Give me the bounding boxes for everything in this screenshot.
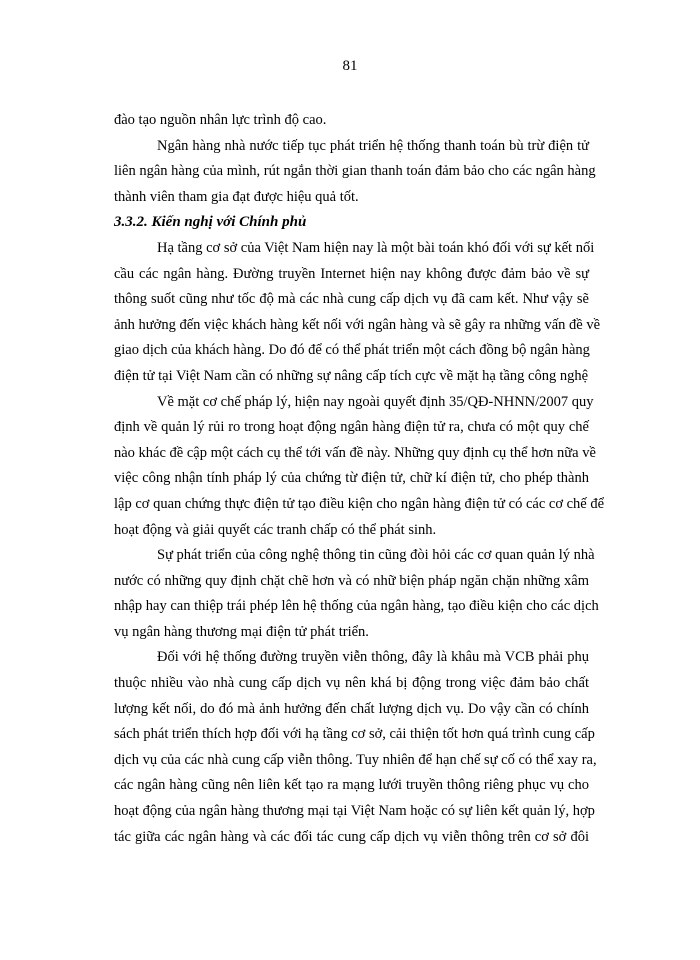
- paragraph-5: [114, 543, 599, 645]
- text-line: Sự phát triển của công nghệ thông tin cũng đòi hỏi các cơ quan quản lý nhà: [157, 547, 595, 564]
- text-line: giao dịch của khách hàng. Do đó để có thể phát triển một cách đồng bộ ngân hàng: [114, 342, 590, 359]
- text-line: hoạt động của ngân hàng thương mại tại Việt Nam hoặc có sự liên kết quản lý, hợp: [114, 803, 595, 820]
- text-line: việc công nhận tính pháp lý của chứng từ điện tử, chữ kí điện tử, cho phép thành: [114, 470, 589, 487]
- body-text: [114, 108, 605, 850]
- text-line: tác giữa các ngân hàng và các đối tác cung cấp dịch vụ viễn thông trên cơ sở đôi: [114, 828, 589, 845]
- text-line: cầu các ngân hàng. Đường truyền Internet hiện nay không được đảm bảo về sự: [114, 265, 589, 282]
- text-line: đào tạo nguồn nhân lực trình độ cao.: [114, 112, 327, 128]
- text-line: lượng kết nối, do đó mà ảnh hưởng đến chất lượng dịch vụ. Do vậy cần có chính: [114, 700, 589, 717]
- section-heading-text: 3.3.2. Kiến nghị với Chính phủ: [114, 214, 307, 231]
- text-line: điện tử tại Việt Nam cần có những sự nâng cấp tích cực về mặt hạ tầng công nghệ: [114, 367, 589, 384]
- text-line: nhập hay can thiệp trái phép lên hệ thống của ngân hàng, tạo điều kiện cho các dịch: [114, 598, 599, 615]
- paragraph-1: [114, 108, 589, 134]
- text-line: sách phát triển thích hợp đối với hạ tầng cơ sở, cải thiện tốt hơn quá trình cung cấp: [114, 726, 595, 743]
- text-line: liên ngân hàng của mình, rút ngắn thời gian thanh toán đảm bảo cho các ngân hàng: [114, 163, 596, 180]
- text-line: Hạ tầng cơ sở của Việt Nam hiện nay là một bài toán khó đối với sự kết nối: [157, 239, 595, 256]
- paragraph-6: [114, 645, 597, 850]
- text-line: các ngân hàng cũng nên liên kết tạo ra mạng lưới truyền thông riêng phục vụ cho: [114, 777, 589, 794]
- text-line: nào khác đề cập một cách cụ thể tới vấn đề này. Những quy định cụ thể hơn nữa về: [114, 444, 596, 461]
- text-line: dịch vụ của các nhà cung cấp viễn thông. Tuy nhiên để hạn chế sự cố có thể xay ra,: [114, 751, 597, 768]
- paragraph-3: [114, 236, 601, 390]
- page-number: 81: [342, 58, 358, 74]
- text-line: hoạt động và giải quyết các tranh chấp có thể phát sinh.: [114, 521, 437, 538]
- text-line: nước có những quy định chặt chẽ hơn và có nhữ biện pháp ngăn chặn những xâm: [114, 572, 589, 589]
- text-line: vụ ngân hàng thương mại điện tử phát triển.: [114, 623, 369, 640]
- text-line: Về mặt cơ chế pháp lý, hiện nay ngoài quyết định 35/QĐ-NHNN/2007 quy: [157, 393, 594, 410]
- paragraph-4: [114, 390, 605, 544]
- text-line: thông suốt cũng như tốc độ mà các nhà cung cấp dịch vụ đã cam kết. Như vậy sẽ: [114, 291, 589, 308]
- paragraph-2: [114, 134, 596, 211]
- text-line: thuộc nhiều vào nhà cung cấp dịch vụ nên khá bị động trong việc đảm bảo chất: [114, 675, 589, 692]
- text-line: định về quản lý rủi ro trong hoạt động ngân hàng điện tử ra, chưa có một quy chế: [114, 419, 589, 436]
- section-heading: [114, 210, 589, 236]
- text-line: Ngân hàng nhà nước tiếp tục phát triển hệ thống thanh toán bù trừ điện tử: [157, 137, 589, 154]
- text-line: Đối với hệ thống đường truyền viễn thông, đây là khâu mà VCB phải phụ: [157, 649, 589, 666]
- text-line: thành viên tham gia đạt được hiệu quả tốt.: [114, 188, 359, 205]
- text-line: lập cơ quan chứng thực điện tử tạo điều kiện cho ngân hàng điện tử có các cơ chế để: [114, 495, 605, 512]
- text-line: ảnh hưởng đến việc khách hàng kết nối với ngân hàng và sẽ gây ra những vấn đề về: [114, 316, 601, 333]
